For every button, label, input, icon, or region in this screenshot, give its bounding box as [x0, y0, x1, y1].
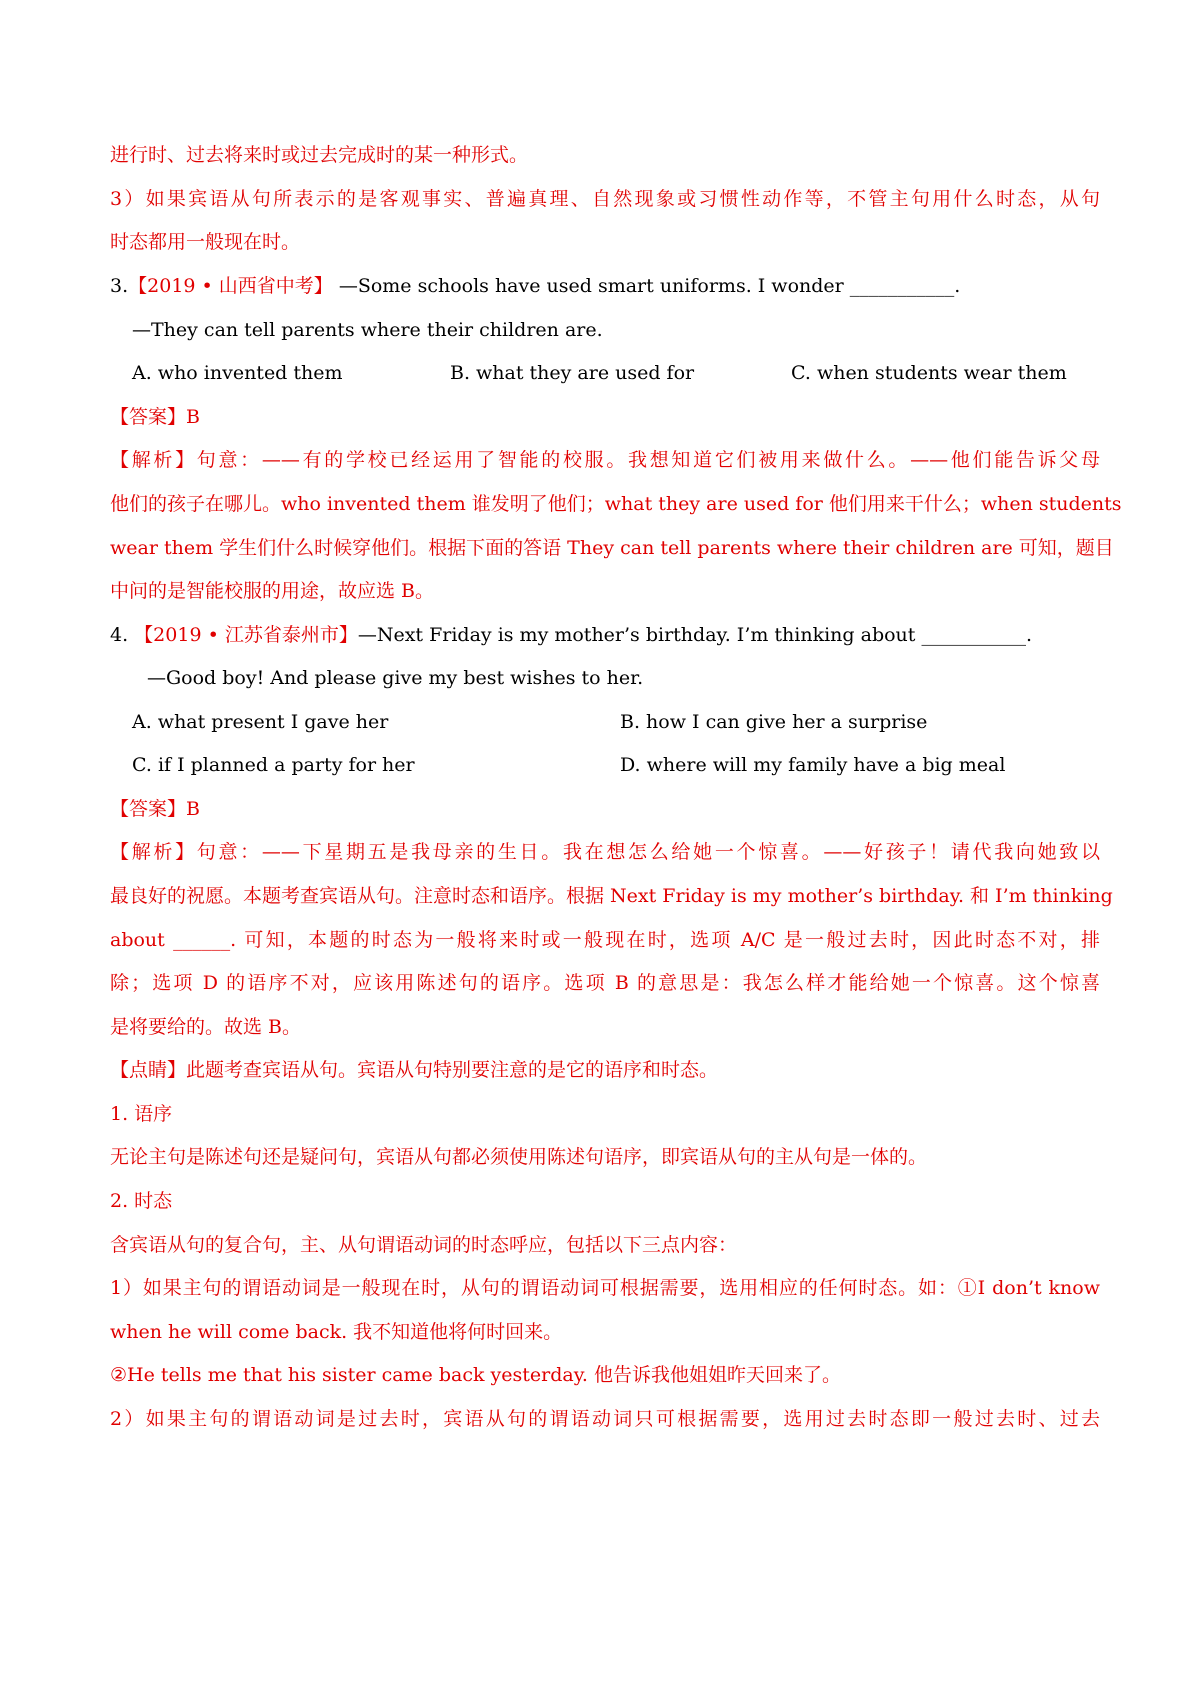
- question-3-analysis-line: 中问的是智能校服的用途，故应选 B。: [110, 580, 435, 602]
- question-3-option-a: A. who invented them: [132, 362, 343, 384]
- carryover-line: 进行时、过去将来时或过去完成时的某一种形式。: [110, 144, 529, 166]
- question-4-text: —Next Friday is my mother’s birthday. I’m thinking about ___________.: [357, 624, 1033, 646]
- rule1-line2: when he will come back. 我不知道他将何时回来。: [110, 1321, 563, 1343]
- rule2-line1: 2）如果主句的谓语动词是过去时，宾语从句的谓语动词只可根据需要，选用过去时态即一般过去时、过去: [110, 1408, 1100, 1430]
- question-3-analysis-line: 【解析】句意：——有的学校已经运用了智能的校服。我想知道它们被用来做什么。——他们能告诉父母: [110, 449, 1100, 471]
- question-4-analysis-line: 是将要给的。故选 B。: [110, 1016, 302, 1038]
- question-4-option-d: D. where will my family have a big meal: [620, 754, 1006, 776]
- question-4-number: 4.: [110, 624, 129, 646]
- rule1-line1: 1）如果主句的谓语动词是一般现在时，从句的谓语动词可根据需要，选用相应的任何时态。如：①I don’t know: [110, 1277, 1100, 1299]
- word-order-text: 无论主句是陈述句还是疑问句，宾语从句都必须使用陈述句语序，即宾语从句的主从句是一体的。: [110, 1146, 928, 1168]
- question-3-source: 【2019 • 山西省中考】: [128, 275, 333, 297]
- question-3-text: —Some schools have used smart uniforms. I wonder ___________.: [332, 275, 961, 297]
- rule1-line3: ②He tells me that his sister came back yesterday. 他告诉我他姐姐昨天回来了。: [110, 1364, 841, 1386]
- rule3-line2: 时态都用一般现在时。: [110, 231, 301, 253]
- tips-heading: 【点睛】此题考查宾语从句。宾语从句特别要注意的是它的语序和时态。: [110, 1059, 719, 1081]
- tense-title: 2. 时态: [110, 1190, 173, 1212]
- question-4-option-c: C. if I planned a party for her: [132, 754, 415, 776]
- question-3-answer: 【答案】B: [110, 406, 200, 428]
- question-4-stem: [110, 623, 1100, 647]
- question-4-analysis-line: about ______. 可知，本题的时态为一般将来时或一般现在时，选项 A/C 是一般过去时，因此时态不对，排: [110, 929, 1100, 951]
- question-3-reply: —They can tell parents where their children are.: [132, 319, 603, 341]
- question-3-analysis-line: 他们的孩子在哪儿。who invented them 谁发明了他们；what they are used for 他们用来干什么；when students: [110, 493, 1122, 515]
- question-3-stem: [110, 274, 1100, 298]
- question-4-analysis-line: 除；选项 D 的语序不对，应该用陈述句的语序。选项 B 的意思是：我怎么样才能给她一个惊喜。这个惊喜: [110, 972, 1100, 994]
- question-3-number: 3.: [110, 275, 129, 297]
- question-4-reply: —Good boy! And please give my best wishes to her.: [147, 667, 644, 689]
- question-3-option-c: C. when students wear them: [791, 362, 1067, 384]
- question-4-option-b: B. how I can give her a surprise: [620, 711, 928, 733]
- question-4-source: 【2019 • 江苏省泰州市】: [128, 624, 358, 646]
- word-order-title: 1. 语序: [110, 1103, 173, 1125]
- question-3-option-b: B. what they are used for: [450, 362, 695, 384]
- question-4-analysis-line: 【解析】句意：——下星期五是我母亲的生日。我在想怎么给她一个惊喜。——好孩子！请代我向她致以: [110, 841, 1100, 863]
- rule3-line1: 3）如果宾语从句所表示的是客观事实、普遍真理、自然现象或习惯性动作等，不管主句用什么时态，从句: [110, 188, 1100, 210]
- question-4-analysis-line: 最良好的祝愿。本题考查宾语从句。注意时态和语序。根据 Next Friday is my mother’s birthday. 和 I’m thinking: [110, 885, 1113, 907]
- question-3-analysis-line: wear them 学生们什么时候穿他们。根据下面的答语 They can tell parents where their children are 可知，题目: [110, 537, 1114, 559]
- tense-intro: 含宾语从句的复合句，主、从句谓语动词的时态呼应，包括以下三点内容：: [110, 1234, 738, 1256]
- question-4-answer: 【答案】B: [110, 798, 200, 820]
- question-4-option-a: A. what present I gave her: [132, 711, 389, 733]
